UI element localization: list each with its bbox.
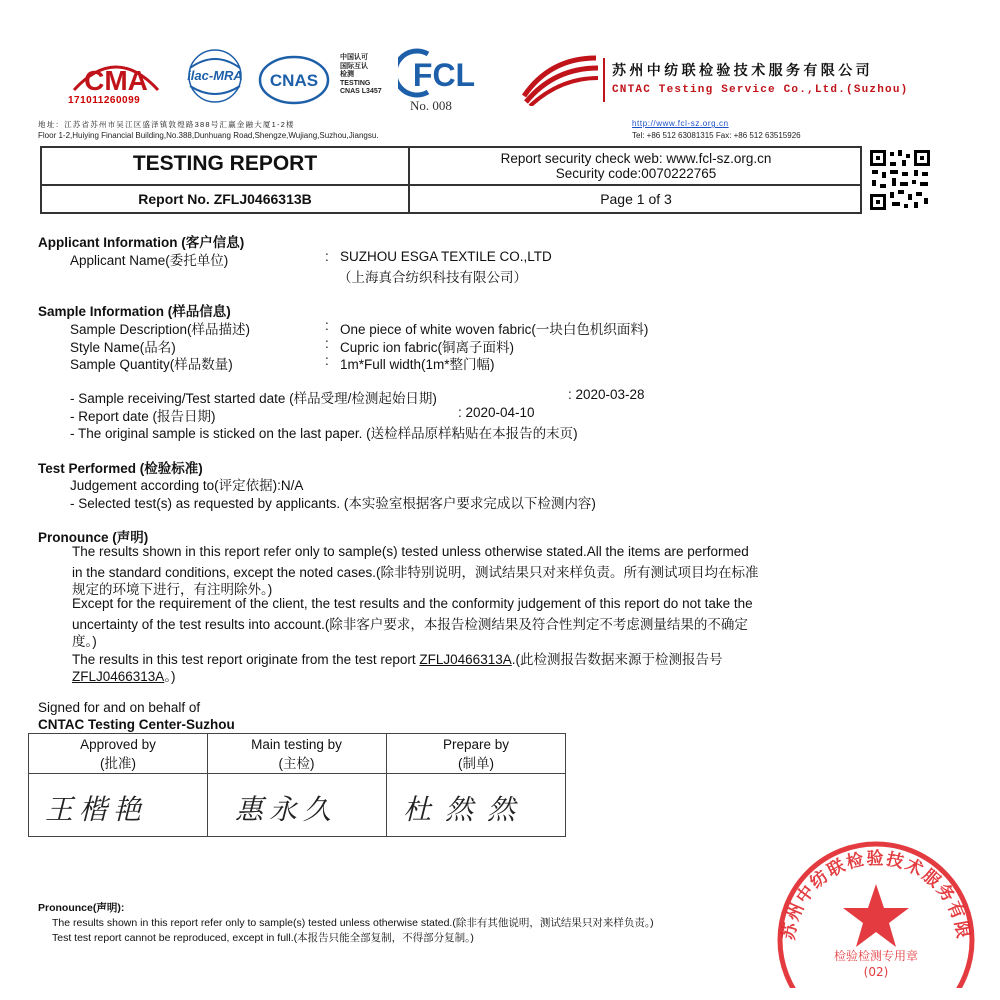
brand-divider: [603, 58, 605, 102]
company-name-en: CNTAC Testing Service Co.,Ltd.(Suzhou): [612, 84, 909, 96]
preparer-signature: 杜然然: [403, 793, 530, 826]
main-testing-header: Main testing by (主检): [251, 737, 342, 771]
pronounce-heading: Pronounce (声明): [38, 530, 149, 545]
approved-by-header: Approved by (批准): [80, 737, 156, 771]
sample-qty-sep: :: [325, 353, 329, 368]
report-title: TESTING REPORT: [132, 152, 318, 175]
applicant-name-value: SUZHOU ESGA TEXTILE CO.,LTD: [340, 249, 552, 264]
style-name-label: Style Name(品名): [70, 340, 176, 355]
applicant-name-value-cn: （上海真合纺织科技有限公司）: [338, 270, 527, 285]
sample-desc-value: One piece of white woven fabric(一块白色机织面料): [340, 322, 649, 337]
report-number: Report No. ZFLJ0466313B: [138, 191, 312, 207]
sample-desc-label: Sample Description(样品描述): [70, 322, 251, 337]
cnas-accreditation-text: 中国认可 国际互认 检测 TESTING CNAS L3457: [340, 54, 382, 95]
testing-center-name: CNTAC Testing Center-Suzhou: [38, 717, 235, 732]
applicant-sep: :: [325, 249, 329, 264]
receiving-date-label: - Sample receiving/Test started date (样品受理/检测起始日期): [70, 391, 437, 406]
cntac-logo: [520, 52, 600, 106]
approver-signature: 王楷艳: [45, 793, 148, 826]
pronounce-p2-line2: uncertainty of the test results into account.(除非客户要求，本报告检测结果及符合性判定不考虑测量结果的不确定: [72, 617, 748, 632]
main-tester-signature: 惠永久: [235, 793, 338, 826]
report-header-box: [40, 146, 862, 214]
test-heading: Test Performed (检验标准): [38, 461, 203, 476]
source-report-link[interactable]: ZFLJ0466313A: [419, 652, 512, 667]
pronounce-p2-line3: 度。): [72, 634, 97, 649]
original-sample-note: - The original sample is sticked on the last paper. (送检样品原样粘贴在本报告的末页): [70, 426, 578, 441]
official-seal: [764, 828, 984, 988]
applicant-heading: Applicant Information (客户信息): [38, 235, 245, 250]
pronounce-p1-line2: in the standard conditions, except the noted cases.(除非特别说明，测试结果只对来样负责。所有测试项目均在标准: [72, 565, 759, 580]
pronounce-p2-line1: Except for the requirement of the client, the test results and the conformity judgement of this report do not take the: [72, 596, 753, 611]
fcl-number: No. 008: [410, 98, 452, 113]
fcl-logo-text: FCL: [412, 57, 476, 93]
style-name-value: Cupric ion fabric(铜离子面料): [340, 340, 515, 355]
report-date-label: - Report date (报告日期): [70, 409, 216, 424]
cnas-logo: [258, 55, 330, 105]
address-cn: 地址：江苏省苏州市吴江区盛泽镇敦煌路388号汇赢金融大厦1-2楼: [38, 120, 295, 129]
source-report-link-2[interactable]: ZFLJ0466313A: [72, 669, 165, 684]
style-name-sep: :: [325, 336, 329, 351]
pronounce-p3-line2: ZFLJ0466313A。): [72, 669, 176, 684]
footer-line2: Test test report cannot be reproduced, except in full.(本报告只能全部复制，不得部分复制。): [52, 932, 474, 944]
seal-number: (02): [863, 965, 889, 979]
footer-heading: Pronounce(声明):: [38, 902, 125, 914]
applicant-name-label: Applicant Name(委托单位): [70, 253, 229, 268]
seal-inner-text: 检验检测专用章: [833, 949, 919, 963]
pronounce-p1-line1: The results shown in this report refer only to sample(s) tested unless otherwise stated.All the items are performed: [72, 544, 749, 559]
cma-logo-text: CMA: [84, 65, 148, 96]
address-en: Floor 1-2,Huiying Financial Building,No.388,Dunhuang Road,Shengze,Wujiang,Suzhou,Jiangsu.: [38, 131, 379, 140]
seal-ring-text: 苏州中纺联检验技术服务有限: [778, 848, 974, 942]
footer-line1: The results shown in this report refer only to sample(s) tested unless otherwise stated.(除非有其他说明，测试结果只对来样负责。): [52, 917, 654, 929]
pronounce-p3-line1: The results in this test report originate from the test report ZFLJ0466313A.(此检测报告数据来源于检测报告号: [72, 652, 723, 667]
sample-desc-sep: :: [325, 318, 329, 333]
sample-qty-value: 1m*Full width(1m*整门幅): [340, 357, 495, 372]
ilac-logo-text: ilac-MRA: [187, 68, 243, 83]
website-link[interactable]: http://www.fcl-sz.org.cn: [632, 119, 729, 128]
security-check-web: Report security check web: www.fcl-sz.org.cn: [500, 151, 772, 166]
ilac-mra-logo: [176, 48, 254, 104]
page-indicator: Page 1 of 3: [600, 191, 672, 207]
sample-qty-label: Sample Quantity(样品数量): [70, 357, 233, 372]
judgement-text: Judgement according to(评定依据):N/A: [70, 478, 304, 493]
prepare-by-header: Prepare by (制单): [442, 737, 510, 771]
signed-for-text: Signed for and on behalf of: [38, 700, 201, 715]
signature-table: [28, 733, 566, 837]
qr-code-icon[interactable]: [868, 148, 932, 212]
tel-fax: Tel: +86 512 63081315 Fax: +86 512 63515926: [632, 131, 801, 140]
pronounce-p1-line3: 规定的环境下进行，有注明除外。): [72, 582, 273, 597]
sample-heading: Sample Information (样品信息): [38, 304, 231, 319]
receiving-date-value: : 2020-03-28: [568, 387, 645, 402]
security-code: Security code:0070222765: [555, 166, 717, 181]
report-date-value: : 2020-04-10: [458, 405, 535, 420]
cma-number: 171011260099: [68, 95, 141, 106]
selected-tests-text: - Selected test(s) as requested by applicants. (本实验室根据客户要求完成以下检测内容): [70, 496, 596, 511]
cnas-logo-text: CNAS: [269, 71, 319, 90]
company-name-cn: 苏州中纺联检验技术服务有限公司: [612, 63, 873, 79]
